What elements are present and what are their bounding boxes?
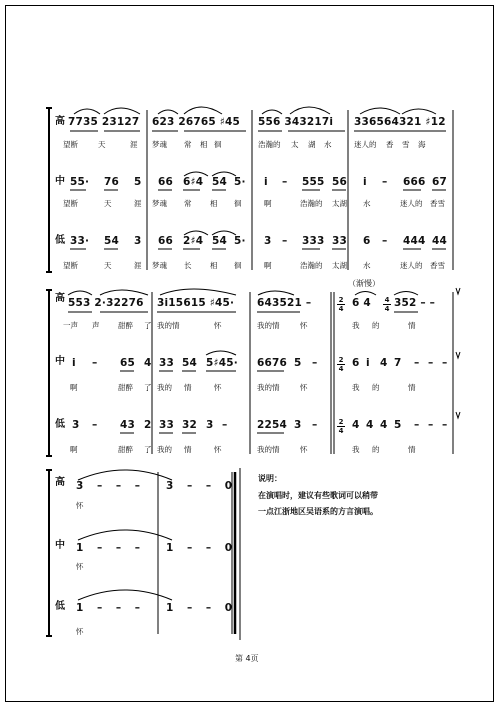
- notes-line-2: 一点江浙地区吴语系的方言演唱。: [258, 507, 378, 516]
- note: 5: [134, 176, 142, 188]
- note: –: [92, 419, 98, 431]
- note: –: [442, 357, 448, 369]
- note: –: [312, 419, 318, 431]
- lyric: 徊: [214, 140, 222, 149]
- note: 3 – – –: [76, 480, 146, 492]
- note: 666: [403, 176, 426, 188]
- lyric: 浩瀚的: [258, 140, 281, 149]
- note: 4: [366, 419, 374, 431]
- note: 43: [120, 419, 136, 431]
- note: 6: [363, 235, 371, 247]
- note: –: [428, 357, 434, 369]
- lyric: 太湖: [332, 261, 347, 270]
- lyric: 梦魂: [152, 199, 167, 208]
- note: 6676: [257, 357, 288, 369]
- note: 3 – – 0: [166, 480, 238, 492]
- lyric: 望断: [63, 140, 78, 149]
- note: 1 – – –: [76, 542, 146, 554]
- note: 1 – – –: [76, 602, 146, 614]
- note: 54: [212, 176, 228, 188]
- lyric: 相: [200, 140, 208, 149]
- lyric: 望断: [63, 199, 78, 208]
- lyric: 怀: [76, 627, 84, 636]
- note: 555: [302, 176, 325, 188]
- lyric: 怀: [300, 321, 308, 330]
- lyric: 太湖: [332, 199, 347, 208]
- part-label-high: 高: [55, 293, 65, 304]
- s1-high-m1: 7735 23127: [68, 116, 140, 128]
- lyric: 了: [144, 383, 152, 392]
- note: –: [282, 235, 288, 247]
- note: 4: [352, 419, 360, 431]
- lyric: 甜醉: [118, 321, 133, 330]
- lyric: 怀: [214, 445, 222, 454]
- note: 5♯45·: [206, 357, 238, 369]
- time-signature: 4 4: [384, 296, 390, 313]
- note: 33·: [70, 235, 90, 247]
- part-label-high: 高: [55, 477, 65, 488]
- lyric: 甜醉: [118, 445, 133, 454]
- lyric: 一声: [63, 321, 78, 330]
- note: –: [312, 357, 318, 369]
- note: 6♯4: [183, 176, 204, 188]
- note: –: [92, 357, 98, 369]
- lyric: 迷人的: [400, 199, 423, 208]
- lyric: 怀: [300, 445, 308, 454]
- lyric: 梦魂: [152, 261, 167, 270]
- lyric: 情: [408, 445, 416, 454]
- note: 65: [120, 357, 136, 369]
- note: 5·: [234, 176, 246, 188]
- lyric: 我: [352, 383, 360, 392]
- lyric: 迷人的: [354, 140, 377, 149]
- lyric: 了: [144, 445, 152, 454]
- note: 7: [394, 357, 402, 369]
- lyric: 水: [363, 261, 371, 270]
- lyric: 情: [408, 321, 416, 330]
- lyric: 水: [324, 140, 332, 149]
- s2-high-m2: 3i15615 ♯45·: [157, 297, 235, 309]
- lyric: 浩瀚的: [300, 261, 323, 270]
- lyric: 怀: [214, 321, 222, 330]
- lyric: 涯: [134, 199, 142, 208]
- s2-high-m3: 643521 –: [257, 297, 312, 309]
- lyric: 我的情: [257, 445, 280, 454]
- lyric: 我的情: [257, 321, 280, 330]
- tempo-mark: （渐慢）: [348, 279, 380, 288]
- lyric: 迷人的: [400, 261, 423, 270]
- lyric: 甜醉: [118, 383, 133, 392]
- notes-title: 说明：: [258, 474, 282, 483]
- lyric: 的: [372, 383, 380, 392]
- part-label-high: 高: [55, 116, 65, 127]
- note: 3: [206, 419, 214, 431]
- note: i: [366, 357, 370, 369]
- lyric: 我的: [157, 445, 172, 454]
- note: 4: [380, 357, 388, 369]
- lyric: 啊: [70, 383, 78, 392]
- time-signature: 2 4: [338, 296, 344, 313]
- note: i: [363, 176, 367, 188]
- lyric: 情: [184, 445, 192, 454]
- note: 54: [182, 357, 198, 369]
- note: 55·: [70, 176, 90, 188]
- lyric: 天: [104, 199, 112, 208]
- lyric: 涯: [130, 140, 138, 149]
- lyric: 梦魂: [152, 140, 167, 149]
- note: 3: [72, 419, 80, 431]
- s2-high-m1: 553 2·32276: [68, 297, 144, 309]
- s1-high-m4: 336564321 ♯12: [354, 116, 446, 128]
- note: 2♯4: [183, 235, 204, 247]
- part-label-mid: 中: [55, 176, 65, 187]
- part-label-low: 低: [55, 235, 65, 246]
- note: 3: [264, 235, 272, 247]
- lyric: 长: [184, 261, 192, 270]
- note: 66: [158, 235, 174, 247]
- s2-high-m5: 352 – –: [394, 297, 436, 309]
- time-signature: 2 4: [338, 418, 344, 435]
- s1-high-m2: 623 26765 ♯45: [152, 116, 241, 128]
- note: 33: [332, 235, 348, 247]
- lyric: 水: [363, 199, 371, 208]
- lyric: 我的: [157, 383, 172, 392]
- lyric: 香雪: [430, 199, 445, 208]
- note: 54: [104, 235, 120, 247]
- lyric: 的: [372, 445, 380, 454]
- note: 3: [134, 235, 142, 247]
- lyric: 天: [104, 261, 112, 270]
- note: 4: [144, 357, 152, 369]
- time-signature: 2 4: [338, 356, 344, 373]
- lyric: 常: [184, 199, 192, 208]
- note: 1 – – 0: [166, 542, 238, 554]
- lyric: 涯: [134, 261, 142, 270]
- note: –: [382, 176, 388, 188]
- note: –: [414, 357, 420, 369]
- lyric: 天: [98, 140, 106, 149]
- lyric: 怀: [76, 562, 84, 571]
- note: 56: [332, 176, 348, 188]
- note: –: [382, 235, 388, 247]
- note: 54: [212, 235, 228, 247]
- lyric: 香: [386, 140, 394, 149]
- part-label-mid: 中: [55, 540, 65, 551]
- part-label-low: 低: [55, 419, 65, 430]
- lyric: 情: [408, 383, 416, 392]
- lyric: 常: [184, 140, 192, 149]
- part-label-low: 低: [55, 601, 65, 612]
- note: 444: [403, 235, 426, 247]
- lyric: 雪: [402, 140, 410, 149]
- lyric: 怀: [300, 383, 308, 392]
- page-number: 第 4页: [235, 654, 259, 663]
- note: 33: [159, 419, 175, 431]
- notes-line-1: 在演唱时，建议有些歌词可以稍带: [258, 491, 378, 500]
- note: 33: [159, 357, 175, 369]
- note: 333: [302, 235, 325, 247]
- lyric: 徊: [234, 261, 242, 270]
- note: –: [414, 419, 420, 431]
- lyric: 啊: [70, 445, 78, 454]
- s2-high-m4: 6 4: [352, 297, 371, 309]
- lyric: 啊: [264, 261, 272, 270]
- lyric: 浩瀚的: [300, 199, 323, 208]
- lyric: 我的情: [157, 321, 180, 330]
- lyric: 情: [184, 383, 192, 392]
- note: 67: [432, 176, 448, 188]
- s1-high-m3: 556 343217i: [258, 116, 334, 128]
- note: –: [282, 176, 288, 188]
- lyric: 我: [352, 321, 360, 330]
- note: i: [72, 357, 76, 369]
- note: 4: [380, 419, 388, 431]
- lyric: 海: [418, 140, 426, 149]
- lyric: 我: [352, 445, 360, 454]
- note: –: [442, 419, 448, 431]
- note: 2254: [257, 419, 288, 431]
- note: –: [222, 419, 228, 431]
- lyric: 徊: [234, 199, 242, 208]
- note: 32: [182, 419, 198, 431]
- note: i: [264, 176, 268, 188]
- lyric: 怀: [76, 501, 84, 510]
- lyric: 太: [291, 140, 299, 149]
- note: 5·: [234, 235, 246, 247]
- lyric: 望断: [63, 261, 78, 270]
- note: 76: [104, 176, 120, 188]
- note: 5: [394, 419, 402, 431]
- note: 1 – – 0: [166, 602, 238, 614]
- note: –: [428, 419, 434, 431]
- note: 2: [144, 419, 152, 431]
- note: 6: [352, 357, 360, 369]
- lyric: 相: [210, 261, 218, 270]
- lyric: 湖: [308, 140, 316, 149]
- lyric: 的: [372, 321, 380, 330]
- lyric: 了: [144, 321, 152, 330]
- note: 66: [158, 176, 174, 188]
- note: 5: [294, 357, 302, 369]
- lyric: 相: [210, 199, 218, 208]
- lyric: 我的情: [257, 383, 280, 392]
- lyric: 怀: [214, 383, 222, 392]
- note: 44: [432, 235, 448, 247]
- lyric: 声: [92, 321, 100, 330]
- part-label-mid: 中: [55, 356, 65, 367]
- lyric: 香雪: [430, 261, 445, 270]
- note: 3: [294, 419, 302, 431]
- lyric: 啊: [264, 199, 272, 208]
